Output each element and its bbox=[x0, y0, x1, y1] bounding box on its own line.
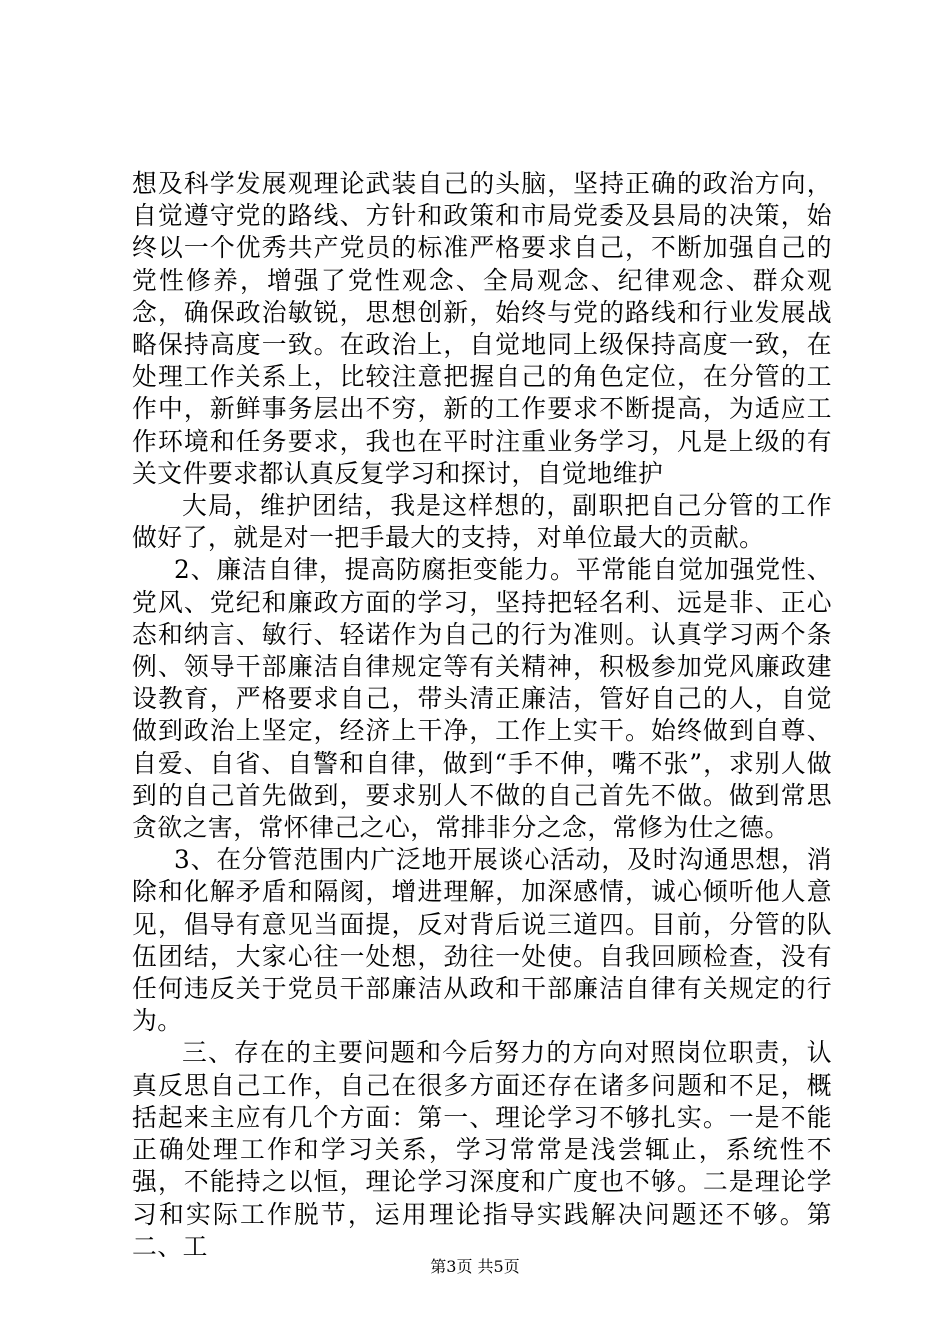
paragraph-heart-to-heart: 3、在分管范围内广泛地开展谈心活动，及时沟通思想，消除和化解矛盾和隔阂，增进理解，加深感情，诚心倾听他人意见，倡导有意见当面提，反对背后说三道四。目前，分管的队伍团结，大家心往一处想，劲往一处使。自我回顾检查，没有任何违反关于党员干部廉洁从政和干部廉洁自律有关规定的行为。 bbox=[132, 845, 832, 1036]
paragraph-overall-situation: 大局，维护团结，我是这样想的，副职把自己分管的工作做好了，就是对一把手最大的支持，对单位最大的贡献。 bbox=[132, 491, 832, 553]
paragraph-problems: 三、存在的主要问题和今后努力的方向对照岗位职责，认真反思自己工作，自己在很多方面还存在诸多问题和不足，概括起来主应有几个方面：第一、理论学习不够扎实。一是不能正确处理工作和学习关系，学习常常是浅尝辄止，系统性不强，不能持之以恒，理论学习深度和广度也不够。二是理论学习和实际工作脱节，运用理论指导实践解决问题还不够。第二、工 bbox=[132, 1038, 832, 1261]
paragraph-integrity: 2、廉洁自律，提高防腐拒变能力。平常能自觉加强党性、党风、党纪和廉政方面的学习，坚持把轻名利、远是非、正心态和纳言、敏行、轻诺作为自己的行为准则。认真学习两个条例、领导干部廉洁自律规定等有关精神，积极参加党风廉政建设教育，严格要求自己，带头清正廉洁，管好自己的人，自觉做到政治上坚定，经济上干净，工作上实干。始终做到自尊、自爱、自省、自警和自律，做到“手不伸，嘴不张”，求别人做到的自己首先做到，要求别人不做的自己首先不做。做到常思贪欲之害，常怀律己之心，常排非分之念，常修为仕之德。 bbox=[132, 555, 832, 843]
body-text bbox=[132, 168, 832, 1263]
page-footer: 第3页 共5页 bbox=[430, 1257, 520, 1276]
paragraph-continuation: 想及科学发展观理论武装自己的头脑，坚持正确的政治方向，自觉遵守党的路线、方针和政策和市局党委及县局的决策，始终以一个优秀共产党员的标准严格要求自己，不断加强自己的党性修养，增强了党性观念、全局观念、纪律观念、群众观念，确保政治敏锐，思想创新，始终与党的路线和行业发展战略保持高度一致。在政治上，自觉地同上级保持高度一致，在处理工作关系上，比较注意把握自己的角色定位，在分管的工作中，新鲜事务层出不穷，新的工作要求不断提高，为适应工作环境和任务要求，我也在平时注重业务学习，凡是上级的有关文件要求都认真反复学习和探讨，自觉地维护 bbox=[132, 169, 832, 488]
